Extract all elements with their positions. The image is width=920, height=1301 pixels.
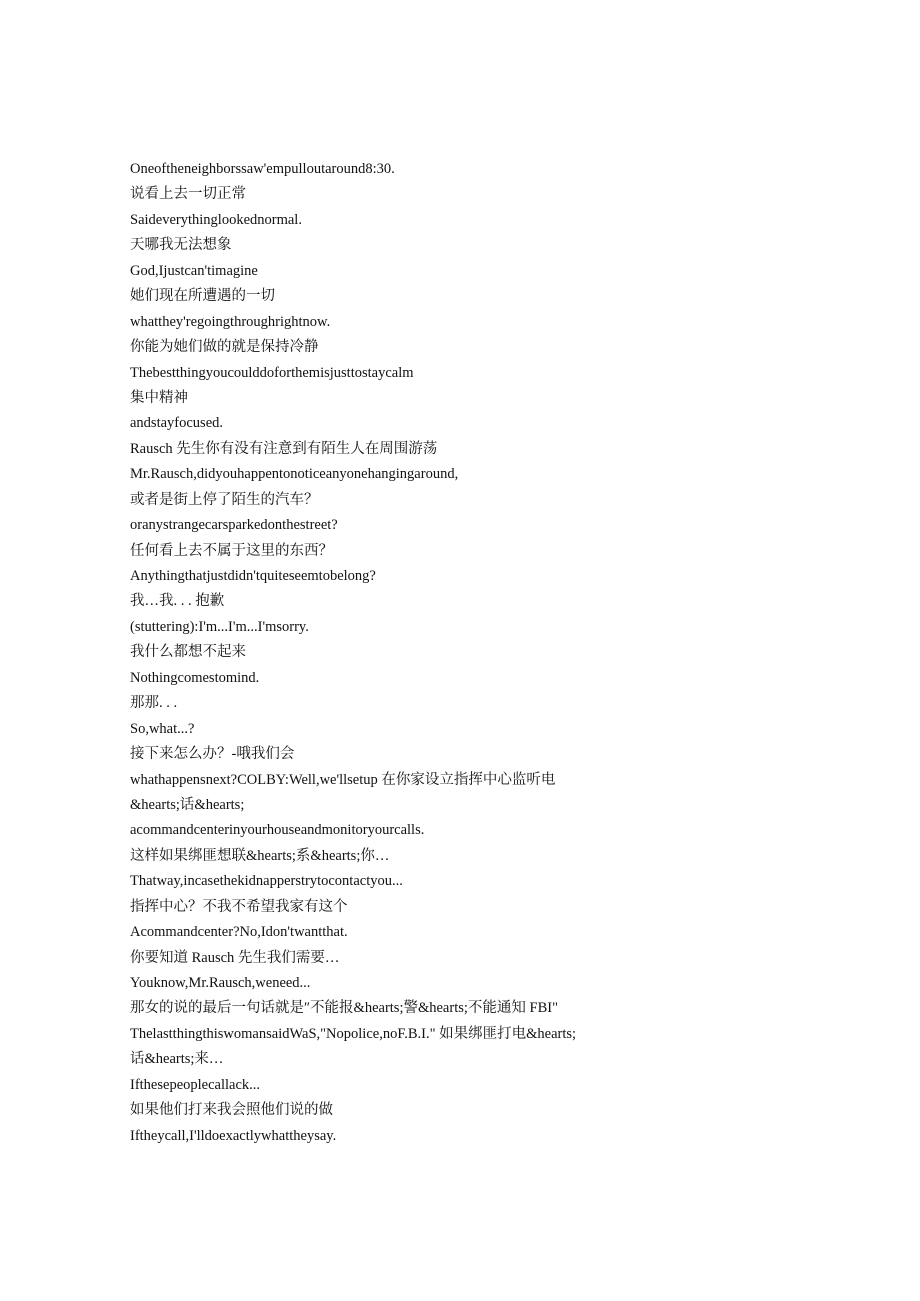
transcript-line: 我什么都想不起来: [130, 644, 246, 661]
transcript-line: Oneoftheneighborssaw'empulloutaround8:30.: [130, 161, 395, 177]
transcript-line: Youknow,Mr.Rausch,weneed...: [130, 975, 311, 991]
transcript-line: ThelastthingthiswomansaidWaS,"Nopolice,noF.B.I." 如果绑匪打电&hearts;: [130, 1025, 577, 1042]
transcript-line: 接下来怎么办？-哦我们会: [130, 746, 295, 763]
transcript-line: Saideverythinglookednormal.: [130, 211, 302, 228]
transcript-lines: [130, 157, 770, 1149]
transcript-line: God,Ijustcan'timagine: [130, 262, 258, 279]
transcript-line: 或者是街上停了陌生的汽车？: [130, 491, 319, 508]
transcript-line: 说看上去一切正常: [130, 186, 246, 203]
transcript-line: 我…我. . . 抱歉: [130, 593, 225, 610]
transcript-line: 话&hearts;来…: [130, 1051, 224, 1068]
transcript-line: Acommandcenter?No,Idon'twantthat.: [130, 924, 348, 941]
transcript-line: Rausch 先生你有没有注意到有陌生人在周围游荡: [130, 440, 438, 457]
transcript-line: 你能为她们做的就是保持冷静: [130, 339, 319, 356]
transcript-line: 集中精神: [130, 389, 188, 406]
transcript-line: 她们现在所遭遇的一切: [130, 288, 275, 305]
transcript-line: 天哪我无法想象: [130, 237, 232, 254]
transcript-line: Thatway,incasethekidnapperstrytocontactyou...: [130, 873, 403, 890]
transcript-line: &hearts;话&hearts;: [130, 796, 245, 813]
transcript-line: Thebestthingyoucoulddoforthemisjusttostaycalm: [130, 364, 414, 381]
transcript-line: Ifthesepeoplecallack...: [130, 1076, 261, 1093]
transcript-line: 任何看上去不属于这里的东西？: [130, 542, 333, 559]
transcript-line: whatthey'regoingthroughrightnow.: [130, 313, 331, 330]
transcript-line: andstayfocused.: [130, 415, 224, 432]
transcript-line: So,what...?: [130, 720, 195, 737]
transcript-line: 你要知道 Rausch 先生我们需要…: [130, 949, 340, 966]
transcript-line: 那女的说的最后一句话就是″不能报&hearts;警&hearts;不能通知 FBI": [130, 1000, 559, 1017]
transcript-line: 这样如果绑匪想联&hearts;系&hearts;你…: [130, 847, 390, 864]
transcript-line: (stuttering):I'm...I'm...I'msorry.: [130, 618, 309, 635]
transcript-line: acommandcenterinyourhouseandmonitoryourcalls.: [130, 822, 425, 839]
transcript-line: oranystrangecarsparkedonthestreet?: [130, 517, 338, 534]
transcript-line: Anythingthatjustdidn'tquiteseemtobelong?: [130, 568, 376, 584]
transcript-line: 指挥中心？不我不希望我家有这个: [130, 898, 348, 915]
transcript-line: 如果他们打来我会照他们说的做: [130, 1102, 333, 1119]
transcript-line: whathappensnext?COLBY:Well,we'llsetup 在你家设立指挥中心监听电: [130, 771, 556, 788]
transcript-line: Mr.Rausch,didyouhappentonoticeanyonehangingaround,: [130, 466, 459, 483]
transcript-line: Nothingcomestomind.: [130, 669, 260, 686]
transcript-line: 那那. . .: [130, 695, 178, 712]
transcript-line: Iftheycall,I'lldoexactlywhattheysay.: [130, 1127, 337, 1144]
